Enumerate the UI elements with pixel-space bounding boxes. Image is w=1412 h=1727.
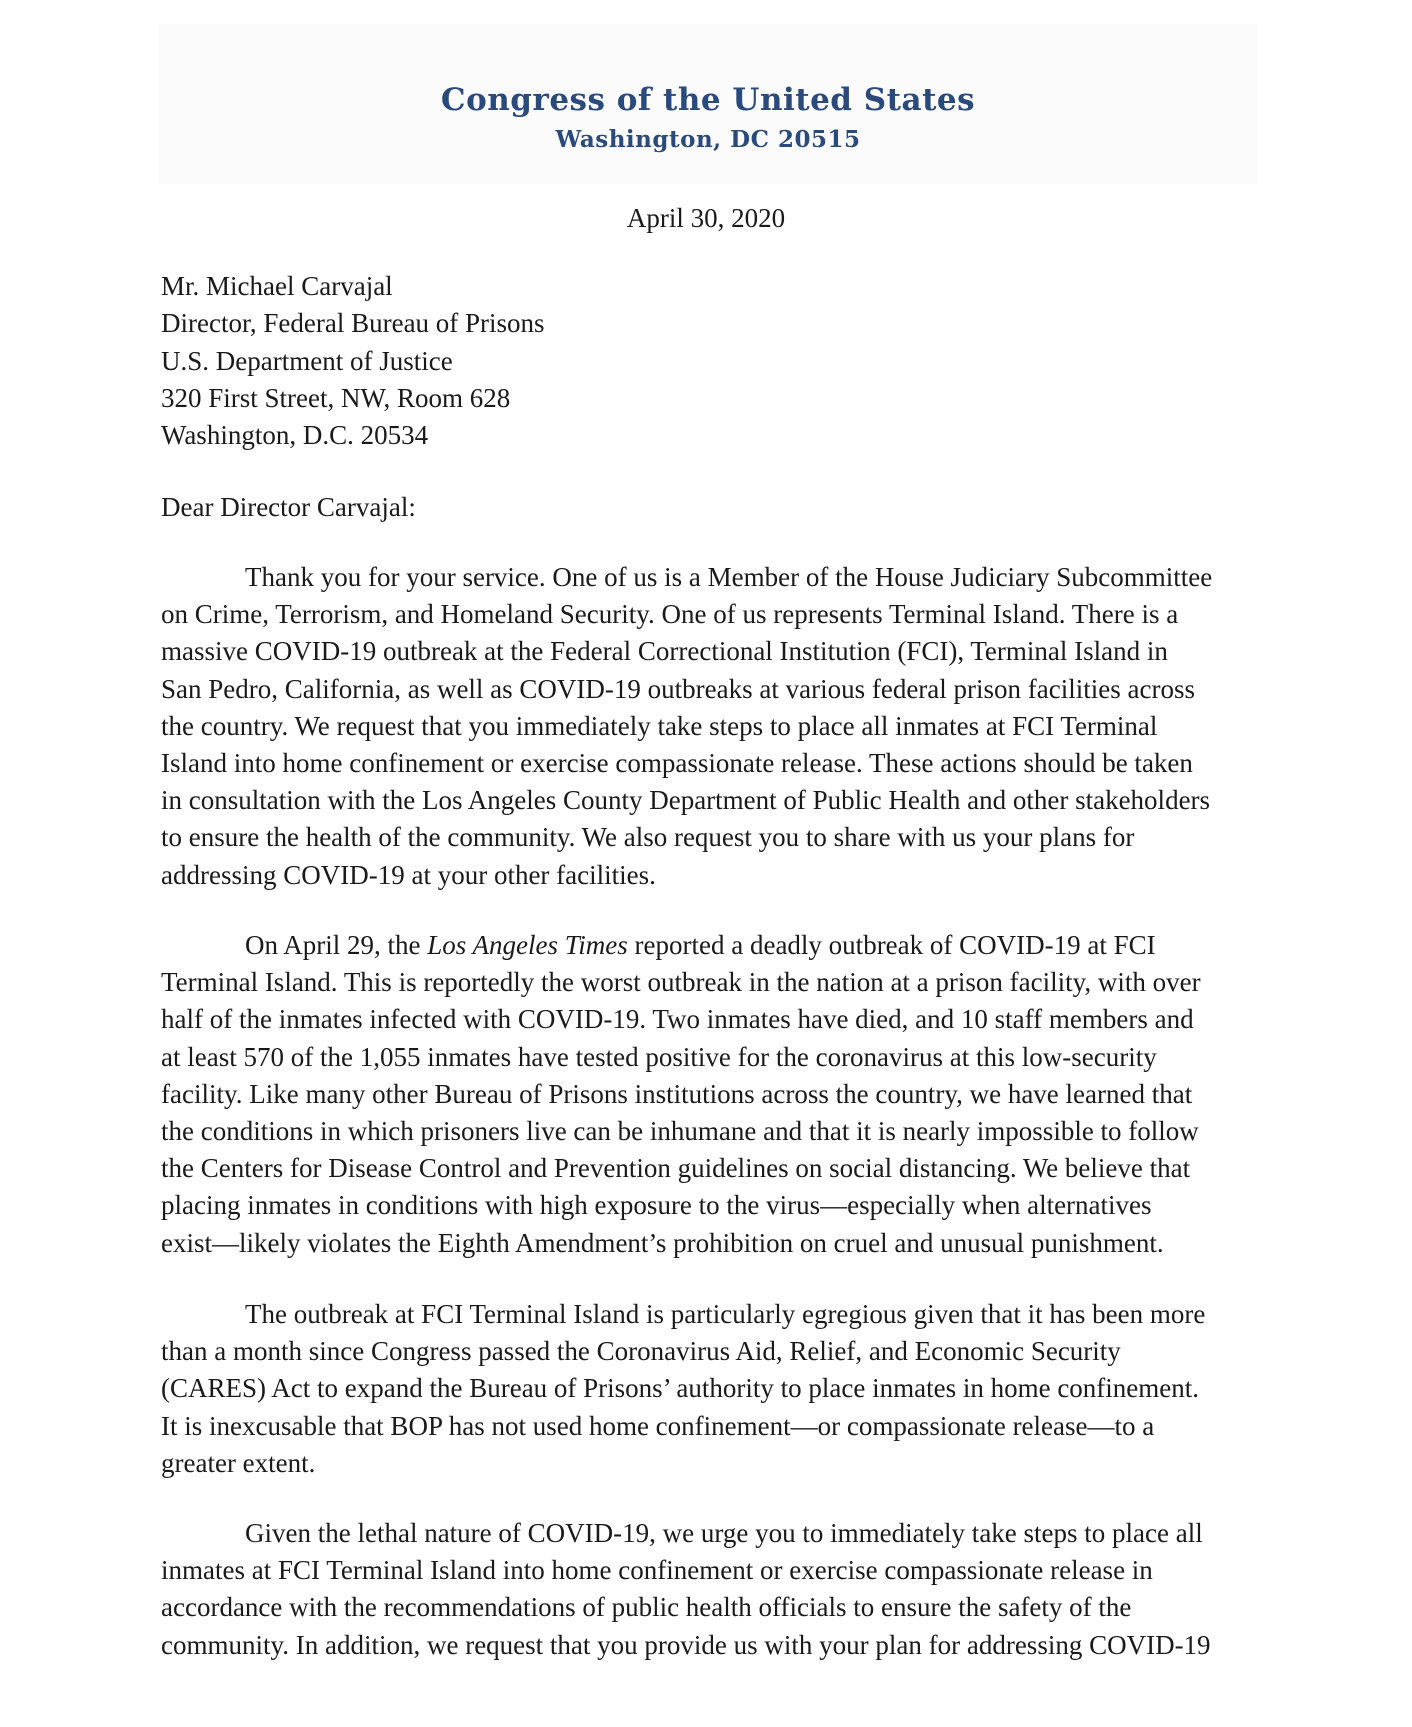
paragraph-1 bbox=[161, 559, 1261, 894]
paragraph-text: On April 29, the bbox=[245, 930, 428, 960]
paragraph-line: inmates at FCI Terminal Island into home confinement or exercise compassionate release in bbox=[161, 1555, 1153, 1586]
paragraph-2 bbox=[161, 927, 1261, 1262]
paragraph-line: addressing COVID-19 at your other facilities. bbox=[161, 859, 656, 890]
recipient-street: 320 First Street, NW, Room 628 bbox=[161, 382, 511, 413]
publication-name: Los Angeles Times bbox=[427, 930, 628, 960]
paragraph-line: placing inmates in conditions with high exposure to the virus—especially when alternatives bbox=[161, 1190, 1152, 1221]
paragraph-line: (CARES) Act to expand the Bureau of Prisons’ authority to place inmates in home confinement. bbox=[161, 1373, 1200, 1404]
recipient-name: Mr. Michael Carvajal bbox=[161, 271, 393, 301]
paragraph-line: at least 570 of the 1,055 inmates have tested positive for the coronavirus at this low-security bbox=[161, 1041, 1157, 1072]
paragraph-line: the country. We request that you immediately take steps to place all inmates at FCI Terminal bbox=[161, 710, 1158, 741]
paragraph-line: on Crime, Terrorism, and Homeland Security. One of us represents Terminal Island. There is a bbox=[161, 599, 1179, 630]
paragraph-line: the conditions in which prisoners live can be inhumane and that it is nearly impossible to follow bbox=[161, 1116, 1199, 1147]
paragraph-line: Thank you for your service. One of us is a Member of the House Judiciary Subcommittee bbox=[245, 562, 1213, 592]
recipient-title: Director, Federal Bureau of Prisons bbox=[161, 308, 545, 339]
paragraph-line: Terminal Island. This is reportedly the worst outbreak in the nation at a prison facility, with over bbox=[161, 967, 1201, 998]
paragraph-line: than a month since Congress passed the Coronavirus Aid, Relief, and Economic Security bbox=[161, 1336, 1121, 1367]
paragraph-3 bbox=[161, 1296, 1261, 1482]
paragraph-line: the Centers for Disease Control and Prevention guidelines on social distancing. We believe that bbox=[161, 1153, 1191, 1184]
paragraph-line: in consultation with the Los Angeles County Department of Public Health and other stakeholders bbox=[161, 785, 1211, 816]
paragraph-line: community. In addition, we request that you provide us with your plan for addressing COVID-19 bbox=[161, 1629, 1211, 1660]
recipient-address bbox=[161, 268, 545, 454]
paragraph-4 bbox=[161, 1515, 1261, 1664]
paragraph-line: greater extent. bbox=[161, 1447, 316, 1478]
paragraph-line: San Pedro, California, as well as COVID-19 outbreaks at various federal prison facilities across bbox=[161, 673, 1195, 704]
letterhead bbox=[158, 24, 1258, 184]
paragraph-line bbox=[161, 927, 1261, 964]
paragraph-line: exist—likely violates the Eighth Amendment’s prohibition on cruel and unusual punishment. bbox=[161, 1227, 1164, 1258]
letterhead-subtitle: Washington, DC 20515 bbox=[555, 126, 861, 153]
paragraph-line: facility. Like many other Bureau of Prisons institutions across the country, we have learned that bbox=[161, 1078, 1193, 1109]
paragraph-line: half of the inmates infected with COVID-19. Two inmates have died, and 10 staff members and bbox=[161, 1004, 1194, 1035]
paragraph-text: reported a deadly outbreak of COVID-19 at FCI bbox=[627, 930, 1156, 960]
paragraph-line: to ensure the health of the community. We also request you to share with us your plans for bbox=[161, 822, 1135, 853]
recipient-department: U.S. Department of Justice bbox=[161, 345, 453, 376]
letterhead-title: Congress of the United States bbox=[440, 82, 976, 118]
paragraph-line: Island into home confinement or exercise compassionate release. These actions should be taken bbox=[161, 748, 1193, 779]
paragraph-line: It is inexcusable that BOP has not used home confinement—or compassionate release—to a bbox=[161, 1410, 1155, 1441]
paragraph-line: massive COVID-19 outbreak at the Federal Correctional Institution (FCI), Terminal Island in bbox=[161, 636, 1168, 667]
paragraph-line: Given the lethal nature of COVID-19, we urge you to immediately take steps to place all bbox=[245, 1518, 1203, 1548]
recipient-city: Washington, D.C. 20534 bbox=[161, 420, 429, 451]
paragraph-line: The outbreak at FCI Terminal Island is particularly egregious given that it has been more bbox=[245, 1299, 1206, 1329]
letter-date: April 30, 2020 bbox=[626, 203, 786, 233]
paragraph-line: accordance with the recommendations of public health officials to ensure the safety of the bbox=[161, 1592, 1132, 1623]
salutation: Dear Director Carvajal: bbox=[161, 492, 416, 522]
